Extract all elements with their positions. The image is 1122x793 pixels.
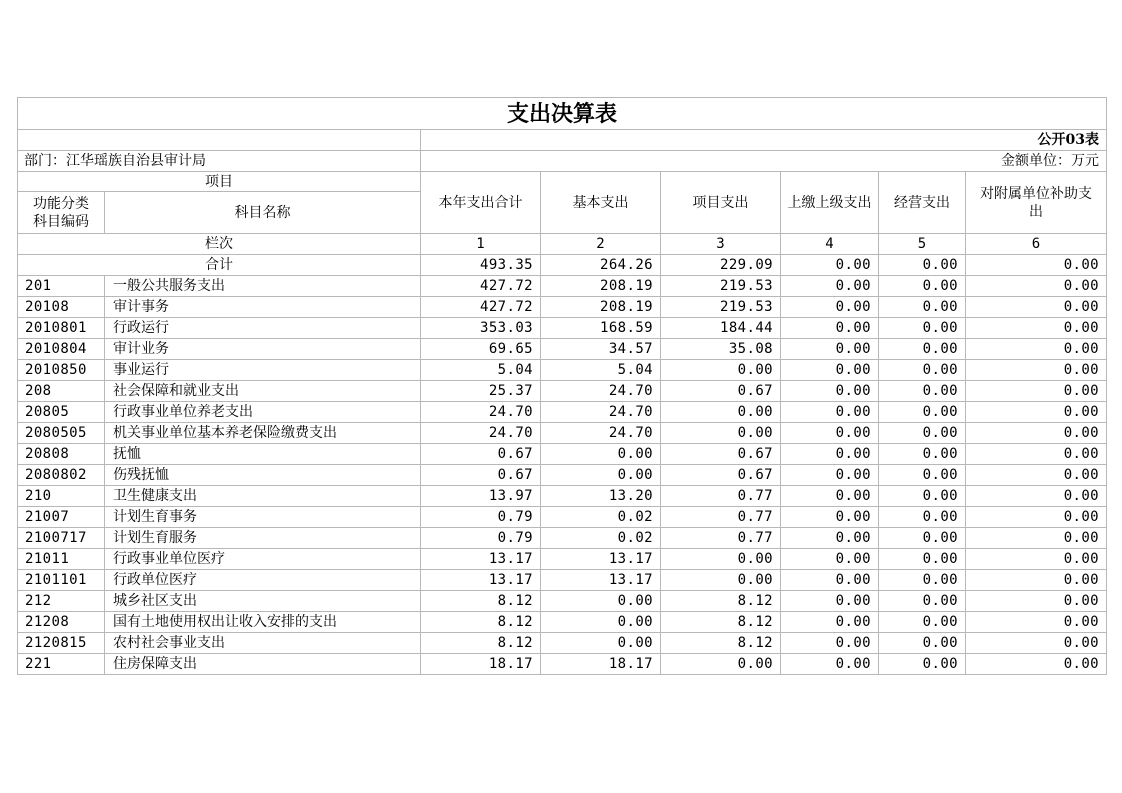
amount-cell: 427.72	[421, 297, 541, 318]
col-number-3: 3	[661, 234, 781, 255]
amount-cell: 0.00	[966, 318, 1107, 339]
amount-cell: 24.70	[541, 423, 661, 444]
amount-cell: 8.12	[661, 612, 781, 633]
header-business: 经营支出	[879, 172, 966, 234]
amount-cell: 0.00	[781, 486, 879, 507]
amount-cell: 0.00	[966, 444, 1107, 465]
total-value: 493.35	[421, 255, 541, 276]
amount-cell: 8.12	[421, 612, 541, 633]
amount-cell: 0.00	[781, 360, 879, 381]
header-total: 本年支出合计	[421, 172, 541, 234]
header-item: 项目	[18, 172, 421, 192]
amount-cell: 0.00	[879, 591, 966, 612]
amount-cell: 0.00	[879, 423, 966, 444]
amount-cell: 0.00	[879, 444, 966, 465]
table-row	[18, 381, 1107, 402]
amount-cell: 0.67	[421, 444, 541, 465]
amount-cell: 0.00	[966, 465, 1107, 486]
amount-cell: 0.00	[879, 633, 966, 654]
table-row	[18, 465, 1107, 486]
subject-name: 农村社会事业支出	[105, 633, 421, 654]
total-value: 0.00	[879, 255, 966, 276]
amount-cell: 427.72	[421, 276, 541, 297]
amount-cell: 18.17	[541, 654, 661, 675]
subject-code: 21011	[18, 549, 105, 570]
amount-cell: 8.12	[661, 633, 781, 654]
amount-cell: 24.70	[541, 381, 661, 402]
amount-cell: 35.08	[661, 339, 781, 360]
amount-cell: 0.67	[661, 465, 781, 486]
amount-cell: 184.44	[661, 318, 781, 339]
header-basic: 基本支出	[541, 172, 661, 234]
subject-name: 国有土地使用权出让收入安排的支出	[105, 612, 421, 633]
amount-cell: 0.00	[879, 507, 966, 528]
amount-cell: 0.00	[966, 339, 1107, 360]
amount-cell: 0.00	[966, 297, 1107, 318]
amount-cell: 0.00	[966, 486, 1107, 507]
col-number-1: 1	[421, 234, 541, 255]
subject-name: 行政事业单位养老支出	[105, 402, 421, 423]
amount-cell: 0.00	[879, 402, 966, 423]
amount-cell: 0.00	[879, 297, 966, 318]
amount-cell: 0.00	[879, 612, 966, 633]
table-row	[18, 402, 1107, 423]
total-value: 0.00	[966, 255, 1107, 276]
amount-cell: 0.00	[966, 549, 1107, 570]
table-row	[18, 549, 1107, 570]
amount-cell: 18.17	[421, 654, 541, 675]
amount-cell: 0.00	[541, 465, 661, 486]
header-subsidy: 对附属单位补助支出	[966, 172, 1107, 234]
amount-cell: 34.57	[541, 339, 661, 360]
amount-cell: 0.00	[966, 423, 1107, 444]
amount-cell: 0.00	[966, 276, 1107, 297]
amount-cell: 0.00	[661, 570, 781, 591]
amount-cell: 0.00	[879, 339, 966, 360]
subject-code: 2120815	[18, 633, 105, 654]
amount-cell: 24.70	[541, 402, 661, 423]
header-func-code-line2: 科目编码	[33, 213, 89, 230]
amount-cell: 0.00	[661, 402, 781, 423]
amount-cell: 13.17	[541, 549, 661, 570]
amount-cell: 0.02	[541, 528, 661, 549]
amount-cell: 353.03	[421, 318, 541, 339]
table-row	[18, 507, 1107, 528]
subject-code: 2010801	[18, 318, 105, 339]
amount-cell: 0.00	[781, 528, 879, 549]
amount-cell: 24.70	[421, 423, 541, 444]
subject-code: 20808	[18, 444, 105, 465]
amount-cell: 0.00	[661, 360, 781, 381]
subject-name: 审计事务	[105, 297, 421, 318]
subject-code: 210	[18, 486, 105, 507]
amount-cell: 0.00	[541, 444, 661, 465]
amount-cell: 0.00	[781, 297, 879, 318]
table-row	[18, 612, 1107, 633]
subject-name: 事业运行	[105, 360, 421, 381]
amount-cell: 25.37	[421, 381, 541, 402]
subject-code: 201	[18, 276, 105, 297]
blank-cell	[18, 130, 421, 151]
subject-name: 卫生健康支出	[105, 486, 421, 507]
amount-cell: 0.00	[879, 360, 966, 381]
table-row	[18, 444, 1107, 465]
subject-name: 伤残抚恤	[105, 465, 421, 486]
table-row	[18, 528, 1107, 549]
amount-cell: 13.20	[541, 486, 661, 507]
amount-cell: 0.00	[879, 381, 966, 402]
amount-cell: 0.00	[781, 444, 879, 465]
amount-cell: 0.77	[661, 486, 781, 507]
header-func-code-line1: 功能分类	[33, 195, 89, 212]
amount-cell: 0.00	[781, 654, 879, 675]
table-row	[18, 591, 1107, 612]
amount-cell: 13.97	[421, 486, 541, 507]
amount-cell: 208.19	[541, 276, 661, 297]
subject-name: 一般公共服务支出	[105, 276, 421, 297]
amount-cell: 0.77	[661, 507, 781, 528]
amount-cell: 0.00	[966, 402, 1107, 423]
amount-cell: 0.00	[879, 276, 966, 297]
amount-cell: 0.00	[781, 276, 879, 297]
amount-cell: 69.65	[421, 339, 541, 360]
subject-name: 社会保障和就业支出	[105, 381, 421, 402]
subject-code: 2010804	[18, 339, 105, 360]
header-func-code	[18, 192, 105, 234]
amount-cell: 0.00	[781, 570, 879, 591]
table-row	[18, 276, 1107, 297]
amount-cell: 0.00	[781, 423, 879, 444]
header-subject-name: 科目名称	[105, 192, 421, 234]
total-value: 229.09	[661, 255, 781, 276]
total-value: 0.00	[781, 255, 879, 276]
amount-cell: 0.00	[661, 654, 781, 675]
amount-cell: 0.00	[781, 612, 879, 633]
amount-cell: 0.77	[661, 528, 781, 549]
amount-cell: 0.00	[966, 654, 1107, 675]
amount-cell: 0.00	[781, 633, 879, 654]
subject-code: 221	[18, 654, 105, 675]
amount-cell: 0.67	[421, 465, 541, 486]
row-number-label: 栏次	[18, 234, 421, 255]
subject-name: 城乡社区支出	[105, 591, 421, 612]
amount-cell: 8.12	[421, 591, 541, 612]
amount-cell: 219.53	[661, 297, 781, 318]
table-row	[18, 654, 1107, 675]
total-row	[18, 255, 1107, 276]
subject-name: 住房保障支出	[105, 654, 421, 675]
table-row	[18, 360, 1107, 381]
amount-cell: 0.00	[966, 591, 1107, 612]
subject-name: 抚恤	[105, 444, 421, 465]
amount-cell: 0.00	[966, 570, 1107, 591]
col-number-5: 5	[879, 234, 966, 255]
subject-code: 2080505	[18, 423, 105, 444]
amount-cell: 208.19	[541, 297, 661, 318]
amount-cell: 0.00	[966, 528, 1107, 549]
amount-cell: 5.04	[541, 360, 661, 381]
subject-name: 行政单位医疗	[105, 570, 421, 591]
amount-cell: 0.00	[541, 633, 661, 654]
amount-cell: 0.00	[879, 654, 966, 675]
amount-cell: 0.00	[541, 612, 661, 633]
amount-cell: 0.00	[879, 549, 966, 570]
subject-code: 2080802	[18, 465, 105, 486]
amount-cell: 0.00	[781, 507, 879, 528]
amount-cell: 0.00	[879, 465, 966, 486]
subject-code: 2101101	[18, 570, 105, 591]
amount-cell: 0.00	[966, 507, 1107, 528]
subject-code: 212	[18, 591, 105, 612]
table-row	[18, 633, 1107, 654]
subject-name: 行政运行	[105, 318, 421, 339]
page-title: 支出决算表	[18, 98, 1107, 130]
amount-cell: 219.53	[661, 276, 781, 297]
subject-name: 审计业务	[105, 339, 421, 360]
amount-cell: 0.79	[421, 507, 541, 528]
amount-cell: 0.00	[966, 360, 1107, 381]
amount-cell: 0.00	[966, 633, 1107, 654]
amount-cell: 13.17	[421, 570, 541, 591]
amount-cell: 0.00	[879, 318, 966, 339]
table-row	[18, 318, 1107, 339]
total-label: 合计	[18, 255, 421, 276]
total-value: 264.26	[541, 255, 661, 276]
subject-code: 21208	[18, 612, 105, 633]
amount-cell: 0.02	[541, 507, 661, 528]
amount-cell: 24.70	[421, 402, 541, 423]
amount-cell: 0.79	[421, 528, 541, 549]
amount-cell: 13.17	[421, 549, 541, 570]
expenditure-table	[17, 97, 1107, 675]
table-row	[18, 339, 1107, 360]
subject-name: 行政事业单位医疗	[105, 549, 421, 570]
form-tag: 公开03表	[421, 130, 1107, 151]
subject-code: 2100717	[18, 528, 105, 549]
amount-cell: 5.04	[421, 360, 541, 381]
amount-cell: 0.00	[781, 381, 879, 402]
col-number-6: 6	[966, 234, 1107, 255]
subject-code: 20805	[18, 402, 105, 423]
subject-code: 208	[18, 381, 105, 402]
table-row	[18, 570, 1107, 591]
amount-cell: 0.00	[966, 612, 1107, 633]
amount-cell: 0.00	[781, 402, 879, 423]
department-label: 部门：江华瑶族自治县审计局	[18, 151, 421, 172]
col-number-2: 2	[541, 234, 661, 255]
subject-name: 机关事业单位基本养老保险缴费支出	[105, 423, 421, 444]
amount-cell: 0.67	[661, 381, 781, 402]
subject-name: 计划生育服务	[105, 528, 421, 549]
amount-cell: 0.00	[661, 423, 781, 444]
amount-cell: 8.12	[661, 591, 781, 612]
table-row	[18, 486, 1107, 507]
amount-cell: 0.00	[781, 339, 879, 360]
header-project: 项目支出	[661, 172, 781, 234]
table-row	[18, 423, 1107, 444]
amount-cell: 0.00	[966, 381, 1107, 402]
amount-cell: 0.00	[879, 570, 966, 591]
subject-code: 2010850	[18, 360, 105, 381]
amount-cell: 13.17	[541, 570, 661, 591]
col-number-4: 4	[781, 234, 879, 255]
amount-cell: 168.59	[541, 318, 661, 339]
amount-cell: 8.12	[421, 633, 541, 654]
amount-cell: 0.00	[781, 549, 879, 570]
amount-cell: 0.00	[879, 486, 966, 507]
subject-name: 计划生育事务	[105, 507, 421, 528]
amount-cell: 0.00	[879, 528, 966, 549]
unit-label: 金额单位：万元	[421, 151, 1107, 172]
amount-cell: 0.00	[781, 591, 879, 612]
subject-code: 21007	[18, 507, 105, 528]
subject-code: 20108	[18, 297, 105, 318]
amount-cell: 0.00	[781, 318, 879, 339]
amount-cell: 0.00	[541, 591, 661, 612]
amount-cell: 0.00	[781, 465, 879, 486]
header-upper: 上缴上级支出	[781, 172, 879, 234]
table-row	[18, 297, 1107, 318]
amount-cell: 0.00	[661, 549, 781, 570]
amount-cell: 0.67	[661, 444, 781, 465]
